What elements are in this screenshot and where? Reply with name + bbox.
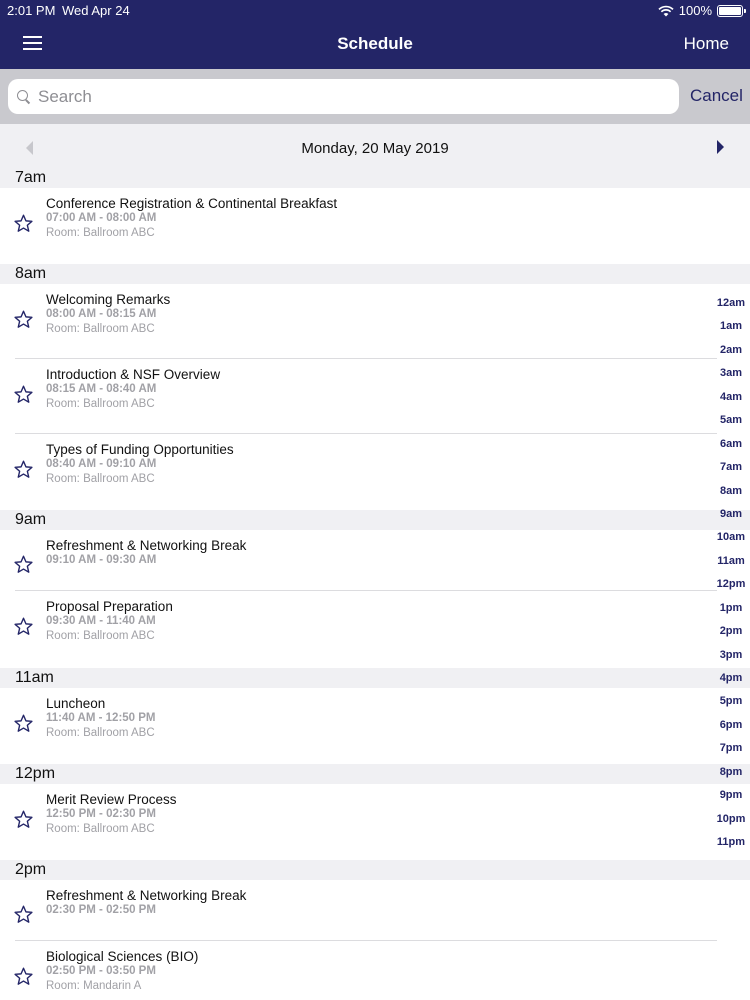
star-icon[interactable] [13,809,34,830]
session-row[interactable] [0,284,750,359]
session-row[interactable] [0,880,750,941]
hour-header: 8am [0,264,750,284]
session-time: 08:00 AM - 08:15 AM [46,308,157,320]
current-date: Monday, 20 May 2019 [301,140,449,157]
hour-index-item[interactable]: 3am [719,367,743,380]
session-row[interactable] [0,530,750,591]
page-title: Schedule [337,34,413,53]
session-time: 08:15 AM - 08:40 AM [46,383,157,395]
hour-index-item[interactable]: 3pm [719,648,743,661]
hour-index-item[interactable]: 6am [719,437,743,450]
session-row[interactable] [0,359,750,434]
star-icon[interactable] [13,713,34,734]
hour-index-item[interactable]: 11pm [716,836,746,849]
session-row[interactable] [0,941,750,1000]
session-row[interactable] [0,188,750,264]
session-time: 11:40 AM - 12:50 PM [46,712,156,724]
hour-index-item[interactable]: 10am [716,531,746,544]
hour-index-item[interactable]: 6pm [719,718,743,731]
star-icon[interactable] [13,616,34,637]
hour-index-item[interactable]: 1pm [719,601,743,614]
hour-index-item[interactable]: 4pm [719,672,743,684]
hour-header: 7am [0,168,750,188]
star-icon[interactable] [13,966,34,987]
hour-index-item[interactable]: 11am [717,554,745,567]
status-time: 2:01 PM [7,3,56,18]
top-bar [0,0,750,69]
hour-index-item[interactable]: 2pm [719,625,743,638]
session-time: 02:50 PM - 03:50 PM [46,965,156,977]
session-title: Proposal Preparation [46,599,173,614]
search-bar [0,69,750,124]
session-row[interactable] [0,434,750,510]
session-row[interactable] [0,591,750,668]
hour-index-item[interactable]: 7am [719,461,743,474]
session-time: 12:50 PM - 02:30 PM [46,808,156,820]
hour-index-item[interactable]: 5pm [719,695,743,708]
hour-index-item[interactable]: 4am [719,390,743,403]
hour-index-item[interactable]: 5am [719,414,743,427]
session-room: Room: Mandarin A [46,980,142,992]
session-time: 02:30 PM - 02:50 PM [46,904,156,916]
star-icon[interactable] [13,554,34,575]
date-navigator [0,124,750,168]
cancel-button[interactable]: Cancel [690,86,743,105]
session-title: Refreshment & Networking Break [46,538,247,553]
battery-icon [717,5,743,17]
hour-index-item[interactable]: 10pm [716,812,746,825]
search-input[interactable] [38,87,658,107]
star-icon[interactable] [13,904,34,925]
session-time: 09:10 AM - 09:30 AM [46,554,157,566]
search-field[interactable] [8,79,679,114]
hour-index-item[interactable]: 8pm [719,765,743,778]
session-title: Welcoming Remarks [46,292,171,307]
session-room: Room: Ballroom ABC [46,630,155,642]
star-icon[interactable] [13,384,34,405]
hour-index-item[interactable]: 12am [716,297,746,309]
hour-index-item[interactable]: 2am [719,343,743,356]
schedule-list[interactable] [0,168,750,1000]
search-icon [17,90,30,103]
hour-header: 12pm [0,764,750,784]
session-title: Biological Sciences (BIO) [46,949,199,964]
hour-index-item[interactable]: 9am [719,507,743,520]
session-title: Luncheon [46,696,106,711]
star-icon[interactable] [13,213,34,234]
session-time: 07:00 AM - 08:00 AM [46,212,157,224]
session-room: Room: Ballroom ABC [46,398,155,410]
hour-index[interactable] [712,292,750,855]
hour-index-item[interactable]: 8am [719,484,743,497]
session-title: Refreshment & Networking Break [46,888,247,903]
session-room: Room: Ballroom ABC [46,227,155,239]
session-room: Room: Ballroom ABC [46,473,155,485]
session-row[interactable] [0,784,750,860]
session-title: Types of Funding Opportunities [46,442,234,457]
hour-index-item[interactable]: 7pm [719,742,743,755]
status-date: Wed Apr 24 [62,3,130,18]
hour-header: 9am [0,510,750,530]
hour-header: 11am [0,668,750,688]
home-button[interactable]: Home [683,34,729,53]
menu-icon[interactable] [23,36,42,50]
wifi-icon [658,5,674,17]
session-room: Room: Ballroom ABC [46,823,155,835]
hour-index-item[interactable]: 9pm [719,789,743,802]
battery-percent: 100% [678,3,712,18]
star-icon[interactable] [13,459,34,480]
status-indicators [658,3,743,18]
session-room: Room: Ballroom ABC [46,323,155,335]
session-time: 09:30 AM - 11:40 AM [46,615,156,627]
hour-index-item[interactable]: 12pm [716,578,746,591]
hour-header: 2pm [0,860,750,880]
next-day-arrow-icon[interactable] [717,140,724,154]
session-title: Introduction & NSF Overview [46,367,221,382]
star-icon[interactable] [13,309,34,330]
session-title: Conference Registration & Continental Breakfast [46,196,338,211]
hour-index-item[interactable]: 1am [719,320,743,333]
session-time: 08:40 AM - 09:10 AM [46,458,157,470]
session-title: Merit Review Process [46,792,177,807]
session-room: Room: Ballroom ABC [46,727,155,739]
session-row[interactable] [0,688,750,764]
